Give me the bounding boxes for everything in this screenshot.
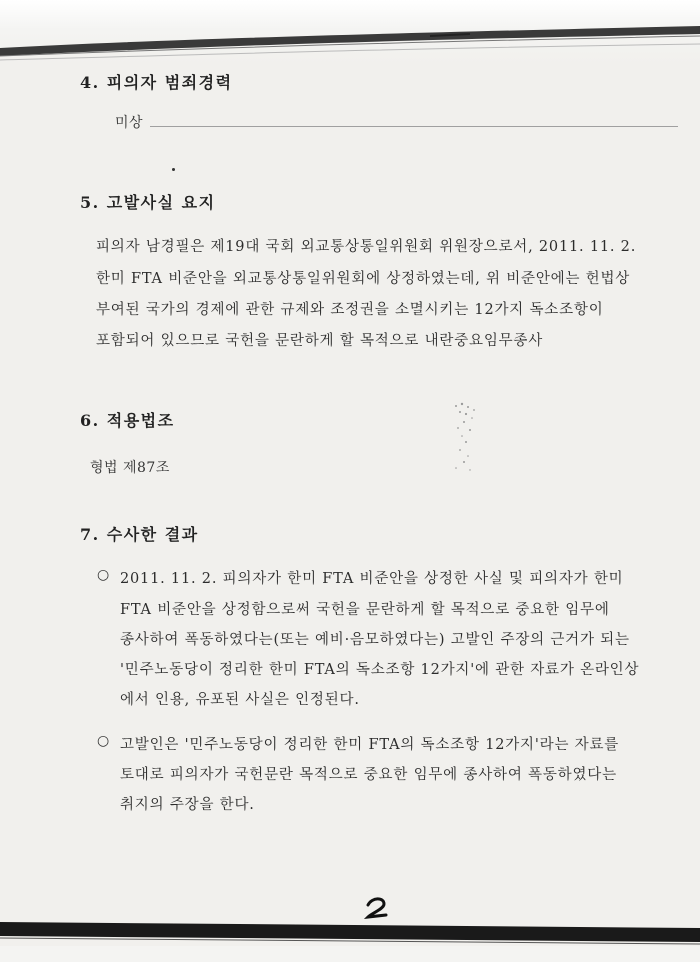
result-line: 에서 인용, 유포된 사실은 인정된다. (120, 692, 360, 708)
section-7-title: 7. 수사한 결과 (80, 525, 199, 544)
section-4-title: 4. 피의자 범죄경력 (80, 73, 233, 92)
section-5-title: 5. 고발사실 요지 (80, 193, 216, 212)
complaint-line: 한미 FTA 비준안을 외교통상통일위원회에 상정하였는데, 위 비준안에는 헌법상 (96, 271, 631, 287)
result-line: FTA 비준안을 상정함으로써 국헌을 문란하게 할 목적으로 중요한 임무에 (120, 602, 610, 618)
record-underline (150, 126, 678, 127)
complaint-line: 피의자 남경필은 제19대 국회 외교통상통일위원회 위원장으로서, 2011. 11. 2. (96, 239, 637, 255)
complaint-line: 부여된 국가의 경제에 관한 규제와 조정권을 소멸시키는 12가지 독소조항이 (96, 302, 604, 318)
result-line: 종사하여 폭동하였다는(또는 예비·음모하였다는) 고발인 주장의 근거가 되는 (120, 632, 630, 648)
result-line: 2011. 11. 2. 피의자가 한미 FTA 비준안을 상정한 사실 및 피의자가 한미 (120, 571, 624, 587)
complaint-line: 포함되어 있으므로 국헌을 문란하게 할 목적으로 내란중요임무종사 (96, 333, 544, 349)
scan-speck (172, 168, 175, 171)
scan-top-edge (0, 0, 700, 66)
result-line: 취지의 주장을 한다. (120, 797, 255, 813)
section-6-title: 6. 적용법조 (80, 411, 175, 430)
stamp-mark (436, 398, 496, 478)
criminal-record-value: 미상 (115, 115, 144, 131)
result-line: '민주노동당이 정리한 한미 FTA의 독소조항 12가지'에 관한 자료가 온라인상 (120, 662, 640, 678)
scan-bottom-edge (0, 912, 700, 962)
result-line: 토대로 피의자가 국헌문란 목적으로 중요한 임무에 종사하여 폭동하였다는 (120, 767, 617, 783)
bullet-marker: ○ (97, 567, 110, 583)
result-line: 고발인은 '민주노동당이 정리한 한미 FTA의 독소조항 12가지'라는 자료를 (120, 737, 620, 753)
applicable-law: 형법 제87조 (90, 460, 170, 476)
bullet-marker: ○ (97, 733, 110, 749)
